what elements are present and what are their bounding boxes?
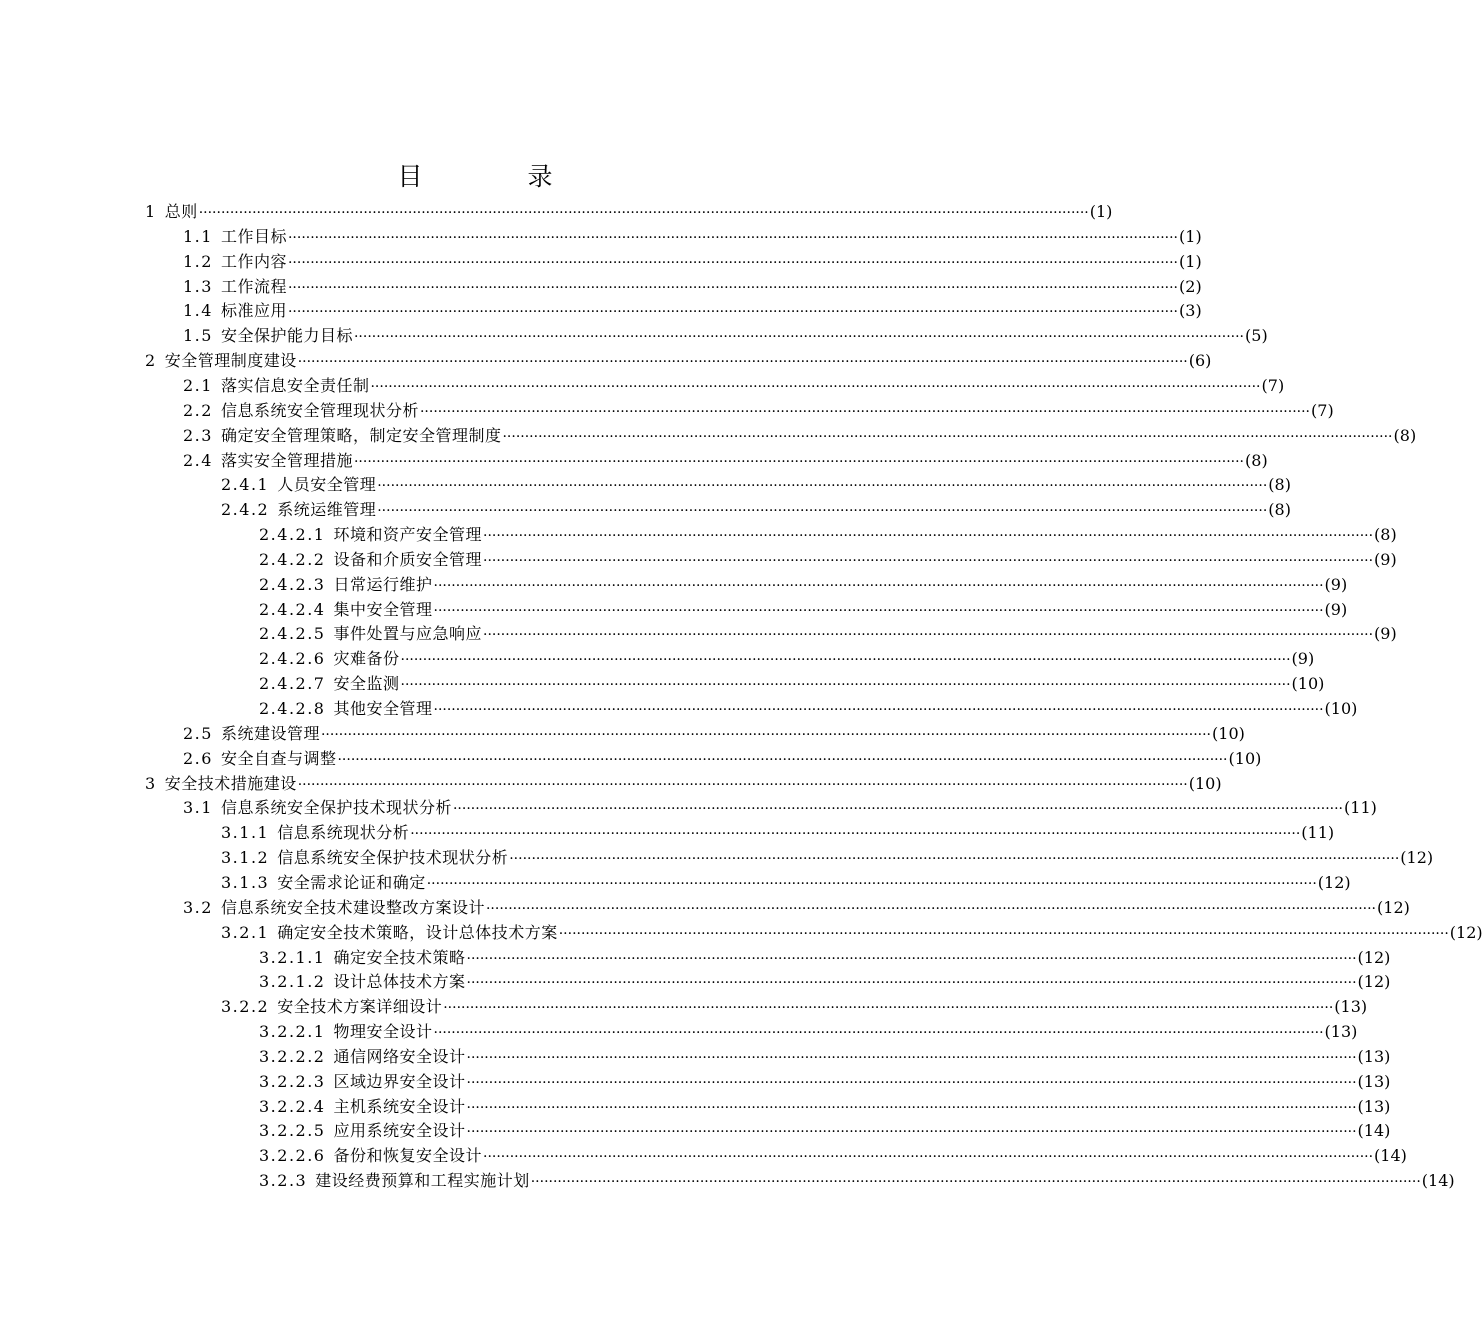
toc-dot-leader: ········································································································································································································: [466, 975, 1357, 992]
toc-entry-title: 安全技术措施建设: [164, 773, 297, 793]
toc-entry-number: 3.1.1: [221, 823, 270, 843]
toc-entry-title: 工作流程: [220, 276, 287, 296]
toc-entry-title: 日常运行维护: [333, 574, 433, 594]
toc-entry-title: 环境和资产安全管理: [333, 525, 482, 545]
toc-dot-leader: ········································································································································································································: [483, 552, 1374, 569]
toc-entry-number: 2.4.2: [221, 500, 270, 520]
toc-dot-leader: ········································································································································································································: [502, 428, 1393, 445]
toc-dot-leader: ········································································································································································································: [297, 776, 1188, 793]
toc-entry-title: 信息系统安全技术建设整改方案设计: [220, 897, 485, 917]
toc-entry-number: 3.2: [183, 897, 213, 917]
toc-entry-page: (2): [1179, 276, 1202, 296]
toc-entry-title: 标准应用: [220, 301, 287, 321]
toc-entry-page: (13): [1357, 1046, 1391, 1066]
toc-entry-title: 系统运维管理: [277, 500, 377, 520]
toc-entry-page: (8): [1245, 450, 1268, 470]
toc-entry-number: 3.1.3: [221, 872, 270, 892]
toc-entry-number: 2.5: [183, 723, 213, 743]
toc-entry-number: 1.3: [183, 276, 213, 296]
toc-entry-number: 2.3: [183, 425, 213, 445]
toc-dot-leader: ········································································································································································································: [433, 602, 1324, 619]
toc-entry-title: 事件处置与应急响应: [333, 624, 482, 644]
toc-entry-title: 区域边界安全设计: [333, 1071, 466, 1091]
toc-entry-title: 总则: [164, 202, 198, 221]
toc-entry-number: 2.4.2.2: [259, 549, 326, 569]
toc-entry-page: (8): [1268, 475, 1291, 495]
toc-entry-number: 3.2.2.3: [259, 1071, 326, 1091]
toc-entry[interactable]: [221, 498, 1291, 522]
toc-entry-page: (1): [1179, 251, 1202, 271]
toc-entry-title: 设备和介质安全管理: [333, 549, 482, 569]
toc-dot-leader: ········································································································································································································: [337, 751, 1228, 768]
toc-dot-leader: ········································································································································································································: [353, 453, 1245, 470]
toc-entry[interactable]: [183, 374, 1285, 398]
toc-dot-leader: ········································································································································································································: [433, 577, 1324, 594]
toc-entry[interactable]: [259, 946, 1391, 970]
toc-dot-leader: ········································································································································································································: [419, 403, 1311, 420]
toc-entry[interactable]: [183, 424, 1417, 448]
toc-entry[interactable]: [259, 1045, 1391, 1069]
toc-entry-title: 落实信息安全责任制: [220, 375, 370, 395]
toc-entry[interactable]: [183, 225, 1202, 249]
toc-entry[interactable]: [259, 622, 1397, 646]
toc-entry-number: 2.4.2.6: [259, 649, 326, 669]
toc-entry-number: 3.2.2.1: [259, 1022, 326, 1042]
toc-entry[interactable]: [221, 921, 1483, 945]
toc-entry-number: 1.4: [183, 301, 213, 321]
toc-dot-leader: ········································································································································································································: [377, 503, 1268, 520]
toc-entry[interactable]: [183, 722, 1245, 746]
toc-entry[interactable]: [221, 995, 1368, 1019]
toc-dot-leader: ········································································································································································································: [466, 1124, 1357, 1141]
toc-dot-leader: ········································································································································································································: [198, 205, 1089, 221]
toc-entry-page: (9): [1374, 624, 1397, 644]
toc-entry[interactable]: [259, 697, 1358, 721]
toc-entry-page: (9): [1374, 549, 1397, 569]
toc-entry[interactable]: [221, 871, 1351, 895]
toc-entry[interactable]: [183, 299, 1202, 323]
toc-entry[interactable]: [259, 1169, 1455, 1193]
toc-entry-title: 应用系统安全设计: [333, 1121, 466, 1141]
toc-entry[interactable]: [259, 647, 1315, 671]
toc-entry-title: 人员安全管理: [277, 475, 377, 495]
toc-entry-title: 系统建设管理: [220, 723, 320, 743]
toc-entry-number: 3.2.3: [259, 1171, 308, 1191]
toc-entry-title: 安全自查与调整: [220, 748, 337, 768]
toc-dot-leader: ········································································································································································································: [530, 1174, 1421, 1191]
toc-entry-title: 安全保护能力目标: [220, 326, 353, 346]
toc-entry-page: (13): [1334, 997, 1368, 1017]
toc-dot-leader: ········································································································································································································: [483, 1149, 1374, 1166]
toc-entry-number: 1.1: [183, 226, 213, 246]
toc-dot-leader: ········································································································································································································: [410, 826, 1301, 843]
toc-dot-leader: ········································································································································································································: [370, 378, 1261, 395]
toc-entry-number: 1: [145, 202, 157, 221]
toc-entry-title: 确定安全技术策略: [333, 947, 466, 967]
toc-dot-leader: ········································································································································································································: [287, 229, 1179, 246]
toc-entry-page: (1): [1089, 202, 1113, 221]
toc-entry-page: (10): [1212, 723, 1245, 743]
toc-entry-title: 信息系统安全保护技术现状分析: [277, 848, 509, 868]
toc-entry[interactable]: [183, 796, 1377, 820]
toc-entry-page: (13): [1357, 1071, 1391, 1091]
toc-entry-page: (10): [1324, 699, 1358, 718]
toc-dot-leader: ········································································································································································································: [466, 1049, 1357, 1066]
page-title: 目 录: [397, 162, 593, 191]
toc-entry[interactable]: [221, 846, 1434, 870]
toc-entry-number: 3.1.2: [221, 848, 270, 868]
toc-entry-number: 2.4.2.1: [259, 525, 326, 545]
toc-dot-leader: ········································································································································································································: [433, 1025, 1324, 1042]
toc-entry-title: 集中安全管理: [333, 599, 433, 619]
toc-entry-number: 3.2.2.2: [259, 1046, 326, 1066]
toc-dot-leader: ········································································································································································································: [297, 354, 1188, 371]
toc-entry-page: (14): [1357, 1121, 1391, 1141]
toc-entry-number: 2.4.2.3: [259, 574, 326, 594]
toc-entry[interactable]: [183, 449, 1268, 473]
toc-dot-leader: ········································································································································································································: [400, 652, 1291, 669]
toc-entry-page: (12): [1449, 922, 1483, 942]
toc-entry-page: (12): [1317, 872, 1351, 892]
toc-dot-leader: ········································································································································································································: [466, 950, 1357, 967]
toc-entry-page: (3): [1179, 301, 1202, 321]
toc-entry[interactable]: [145, 349, 1212, 373]
toc-entry[interactable]: [183, 324, 1268, 348]
toc-entry-page: (10): [1188, 773, 1222, 793]
toc-entry-title: 信息系统安全管理现状分析: [220, 400, 419, 420]
toc-entry-page: (8): [1374, 525, 1397, 545]
toc-entry-page: (9): [1324, 574, 1348, 594]
toc-entry[interactable]: [259, 672, 1325, 696]
toc-entry-page: (7): [1311, 400, 1334, 420]
toc-entry-number: 2.2: [183, 400, 213, 420]
toc-dot-leader: ········································································································································································································: [483, 627, 1374, 644]
toc-entry-number: 2.4.2.4: [259, 599, 326, 619]
toc-entry-number: 2.4.2.7: [259, 674, 326, 694]
toc-dot-leader: ········································································································································································································: [485, 900, 1377, 917]
toc-entry[interactable]: [259, 573, 1348, 597]
toc-entry-title: 安全管理制度建设: [164, 351, 297, 371]
toc-dot-leader: ········································································································································································································: [443, 1000, 1334, 1017]
toc-entry[interactable]: [259, 598, 1348, 622]
toc-entry-number: 2.4: [183, 450, 213, 470]
toc-entry-number: 2: [145, 351, 157, 371]
toc-entry-title: 物理安全设计: [333, 1022, 433, 1042]
toc-entry-page: (10): [1228, 748, 1262, 768]
toc-entry-number: 2.4.1: [221, 475, 270, 495]
toc-entry-title: 信息系统现状分析: [277, 823, 410, 843]
toc-entry[interactable]: [183, 747, 1262, 771]
toc-dot-leader: ········································································································································································································: [400, 677, 1291, 694]
toc-entry-number: 1.2: [183, 251, 213, 271]
toc-entry-number: 3.1: [183, 798, 213, 818]
toc-entry-number: 2.4.2.8: [259, 699, 326, 718]
toc-entry-page: (8): [1268, 500, 1291, 520]
toc-entry-page: (7): [1261, 375, 1285, 395]
toc-entry-number: 2.1: [183, 375, 213, 395]
toc-entry-number: 3.2.2.6: [259, 1146, 326, 1166]
toc-entry-title: 备份和恢复安全设计: [333, 1146, 482, 1166]
toc-entry-number: 3.2.1.2: [259, 972, 326, 992]
toc-dot-leader: ········································································································································································································: [377, 478, 1268, 495]
toc-entry-title: 确定安全管理策略，制定安全管理制度: [220, 425, 502, 445]
toc-entry-page: (10): [1291, 674, 1325, 694]
toc-entry[interactable]: [145, 772, 1222, 796]
toc-entry-page: (9): [1324, 599, 1348, 619]
toc-entry-title: 安全需求论证和确定: [277, 872, 426, 892]
toc-entry[interactable]: [259, 1070, 1391, 1094]
toc-entry-page: (11): [1301, 823, 1335, 843]
toc-dot-leader: ········································································································································································································: [287, 279, 1179, 296]
toc-entry-page: (14): [1421, 1171, 1455, 1191]
toc-entry[interactable]: [259, 523, 1397, 547]
toc-entry-number: 3.2.2.4: [259, 1096, 326, 1116]
toc-entry-number: 3.2.2.5: [259, 1121, 326, 1141]
toc-entry-title: 通信网络安全设计: [333, 1046, 466, 1066]
toc-entry-page: (12): [1357, 972, 1391, 992]
toc-entry[interactable]: [259, 1095, 1391, 1119]
toc-entry[interactable]: [259, 1020, 1358, 1044]
toc-dot-leader: ········································································································································································································: [287, 254, 1179, 271]
toc-entry-number: 3.2.2: [221, 997, 270, 1017]
toc-entry[interactable]: [259, 548, 1397, 572]
toc-entry-title: 落实安全管理措施: [220, 450, 353, 470]
toc-entry[interactable]: [221, 473, 1291, 497]
toc-entry[interactable]: [145, 200, 1113, 224]
toc-entry-title: 主机系统安全设计: [333, 1096, 466, 1116]
toc-entry[interactable]: [183, 250, 1202, 274]
toc-dot-leader: ········································································································································································································: [353, 329, 1245, 346]
toc-entry-page: (12): [1377, 897, 1410, 917]
toc-entry-page: (13): [1357, 1096, 1391, 1116]
toc-entry-number: 2.6: [183, 748, 213, 768]
toc-entry[interactable]: [183, 399, 1334, 423]
toc-dot-leader: ········································································································································································································: [287, 304, 1179, 321]
toc-entry-page: (12): [1357, 947, 1391, 967]
toc-entry-number: 3.2.1.1: [259, 947, 326, 967]
toc-entry-title: 信息系统安全保护技术现状分析: [220, 798, 452, 818]
toc-entry-page: (6): [1188, 351, 1212, 371]
toc-dot-leader: ········································································································································································································: [320, 726, 1212, 743]
toc-entry-page: (13): [1324, 1022, 1358, 1042]
toc-dot-leader: ········································································································································································································: [433, 702, 1324, 718]
toc-entry-number: 2.4.2.5: [259, 624, 326, 644]
toc-dot-leader: ········································································································································································································: [426, 875, 1317, 892]
toc-entry[interactable]: [259, 1119, 1391, 1143]
toc-dot-leader: ········································································································································································································: [452, 801, 1344, 818]
toc-entry-page: (14): [1374, 1146, 1407, 1166]
toc-dot-leader: ········································································································································································································: [483, 528, 1374, 545]
toc-entry-title: 确定安全技术策略，设计总体技术方案: [277, 922, 558, 942]
toc-entry-page: (11): [1344, 798, 1377, 818]
toc-entry-page: (12): [1400, 848, 1434, 868]
toc-entry-title: 工作内容: [220, 251, 287, 271]
toc-entry[interactable]: [183, 896, 1410, 920]
toc-dot-leader: ········································································································································································································: [509, 851, 1400, 868]
toc-entry-title: 安全技术方案详细设计: [277, 997, 443, 1017]
toc-entry-page: (8): [1393, 425, 1417, 445]
toc-entry-title: 安全监测: [333, 674, 400, 694]
toc-entry-title: 工作目标: [220, 226, 287, 246]
toc-entry-number: 3: [145, 773, 157, 793]
toc-entry-page: (9): [1291, 649, 1315, 669]
toc-entry[interactable]: [259, 970, 1391, 994]
toc-entry-page: (5): [1245, 326, 1268, 346]
toc-entry-title: 建设经费预算和工程实施计划: [315, 1171, 530, 1191]
toc-dot-leader: ········································································································································································································: [466, 1074, 1357, 1091]
toc-entry-number: 3.2.1: [221, 922, 270, 942]
toc-entry-title: 其他安全管理: [333, 699, 433, 718]
toc-entry-title: 灾难备份: [333, 649, 400, 669]
toc-entry-title: 设计总体技术方案: [333, 972, 466, 992]
toc-dot-leader: ········································································································································································································: [466, 1099, 1357, 1116]
toc-entry[interactable]: [221, 821, 1335, 845]
toc-entry[interactable]: [183, 275, 1202, 299]
toc-entry-page: (1): [1179, 226, 1202, 246]
toc-entry[interactable]: [259, 1144, 1407, 1168]
toc-entry-number: 1.5: [183, 326, 213, 346]
toc-dot-leader: ········································································································································································································: [558, 925, 1449, 942]
